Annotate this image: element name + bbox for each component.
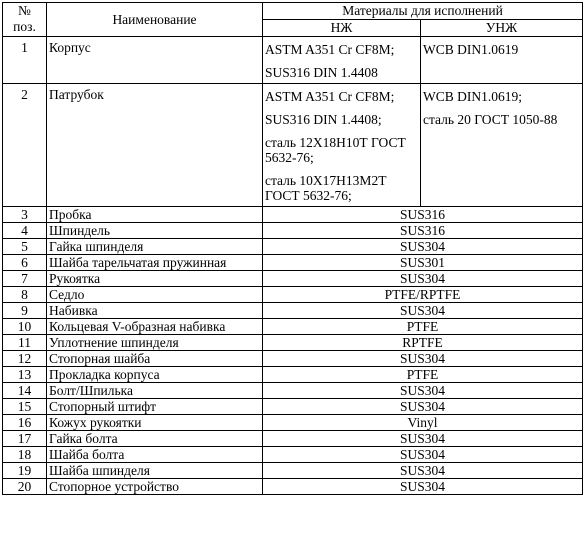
- header-row: [3, 3, 583, 20]
- material-line: ASTM A351 Cr CF8M;: [265, 89, 395, 104]
- row-number: 9: [3, 303, 47, 319]
- row-name: Шайба болта: [47, 447, 263, 463]
- table-row: [3, 255, 583, 271]
- row-number: 11: [3, 335, 47, 351]
- row-material: SUS316: [263, 207, 583, 223]
- row-material-unzh: [421, 84, 583, 207]
- row-material: SUS304: [263, 383, 583, 399]
- material-line: сталь 12Х18Н10Т ГОСТ 5632-76;: [265, 135, 406, 165]
- row-number: 5: [3, 239, 47, 255]
- row-number: 1: [3, 37, 47, 84]
- row-number: 17: [3, 431, 47, 447]
- row-name: Пробка: [47, 207, 263, 223]
- row-material: SUS304: [263, 399, 583, 415]
- row-material: SUS316: [263, 223, 583, 239]
- row-material: SUS304: [263, 447, 583, 463]
- table-row: [3, 367, 583, 383]
- row-number: 18: [3, 447, 47, 463]
- table-row: [3, 319, 583, 335]
- header-name-cell: Наименование: [47, 3, 263, 37]
- row-material-nzh: [263, 37, 421, 84]
- row-number: 20: [3, 479, 47, 495]
- row-name: Прокладка корпуса: [47, 367, 263, 383]
- row-material: SUS304: [263, 271, 583, 287]
- row-number: 12: [3, 351, 47, 367]
- row-number: 8: [3, 287, 47, 303]
- row-name: Шпиндель: [47, 223, 263, 239]
- material-line: SUS316 DIN 1.4408;: [265, 112, 382, 127]
- row-name: Гайка болта: [47, 431, 263, 447]
- row-name: Кожух рукоятки: [47, 415, 263, 431]
- header-col-nzh: НЖ: [263, 20, 421, 37]
- material-line: SUS316 DIN 1.4408: [265, 65, 378, 80]
- row-name: Болт/Шпилька: [47, 383, 263, 399]
- row-material: PTFE/RPTFE: [263, 287, 583, 303]
- row-number: 7: [3, 271, 47, 287]
- row-name: Кольцевая V-образная набивка: [47, 319, 263, 335]
- table-row: [3, 303, 583, 319]
- table-row: [3, 207, 583, 223]
- table-row: [3, 223, 583, 239]
- material-line: сталь 20 ГОСТ 1050-88: [423, 112, 558, 127]
- row-number: 13: [3, 367, 47, 383]
- row-material-nzh: [263, 84, 421, 207]
- table-row: [3, 335, 583, 351]
- row-material: PTFE: [263, 319, 583, 335]
- table-row: [3, 463, 583, 479]
- row-number: 14: [3, 383, 47, 399]
- header-num-line1: №: [18, 3, 31, 18]
- header-num-cell: [3, 3, 47, 37]
- row-name: Гайка шпинделя: [47, 239, 263, 255]
- row-name: Уплотнение шпинделя: [47, 335, 263, 351]
- row-material: PTFE: [263, 367, 583, 383]
- table-row: [3, 415, 583, 431]
- row-number: 6: [3, 255, 47, 271]
- row-material: SUS304: [263, 479, 583, 495]
- row-material: SUS304: [263, 463, 583, 479]
- row-name: Набивка: [47, 303, 263, 319]
- table-row: [3, 383, 583, 399]
- row-material: SUS304: [263, 303, 583, 319]
- row-material: SUS301: [263, 255, 583, 271]
- row-name: Шайба шпинделя: [47, 463, 263, 479]
- material-line: ASTM A351 Cr CF8M;: [265, 42, 395, 57]
- row-material: SUS304: [263, 239, 583, 255]
- row-name: Корпус: [47, 37, 263, 84]
- row-material: SUS304: [263, 431, 583, 447]
- row-material: Vinyl: [263, 415, 583, 431]
- table-row: [3, 271, 583, 287]
- materials-table: [2, 2, 583, 495]
- row-number: 15: [3, 399, 47, 415]
- table-row: [3, 84, 583, 207]
- row-number: 10: [3, 319, 47, 335]
- row-name: Седло: [47, 287, 263, 303]
- material-line: WCB DIN1.0619: [423, 42, 519, 57]
- material-line: сталь 10Х17Н13М2Т ГОСТ 5632-76;: [265, 173, 387, 203]
- table-row: [3, 479, 583, 495]
- row-number: 2: [3, 84, 47, 207]
- header-materials-cell: Материалы для исполнений: [263, 3, 583, 20]
- row-number: 19: [3, 463, 47, 479]
- row-name: Шайба тарельчатая пружинная: [47, 255, 263, 271]
- table-row: [3, 351, 583, 367]
- table-row: [3, 287, 583, 303]
- row-number: 4: [3, 223, 47, 239]
- row-material-unzh: [421, 37, 583, 84]
- row-name: Патрубок: [47, 84, 263, 207]
- material-line: WCB DIN1.0619;: [423, 89, 522, 104]
- row-material: RPTFE: [263, 335, 583, 351]
- table-row: [3, 239, 583, 255]
- row-number: 3: [3, 207, 47, 223]
- row-name: Стопорное устройство: [47, 479, 263, 495]
- header-col-unzh: УНЖ: [421, 20, 583, 37]
- row-name: Рукоятка: [47, 271, 263, 287]
- row-name: Стопорный штифт: [47, 399, 263, 415]
- table-row: [3, 431, 583, 447]
- row-name: Стопорная шайба: [47, 351, 263, 367]
- table-row: [3, 447, 583, 463]
- table-row: [3, 399, 583, 415]
- table-row: [3, 37, 583, 84]
- header-num-line2: поз.: [13, 19, 36, 34]
- row-material: SUS304: [263, 351, 583, 367]
- row-number: 16: [3, 415, 47, 431]
